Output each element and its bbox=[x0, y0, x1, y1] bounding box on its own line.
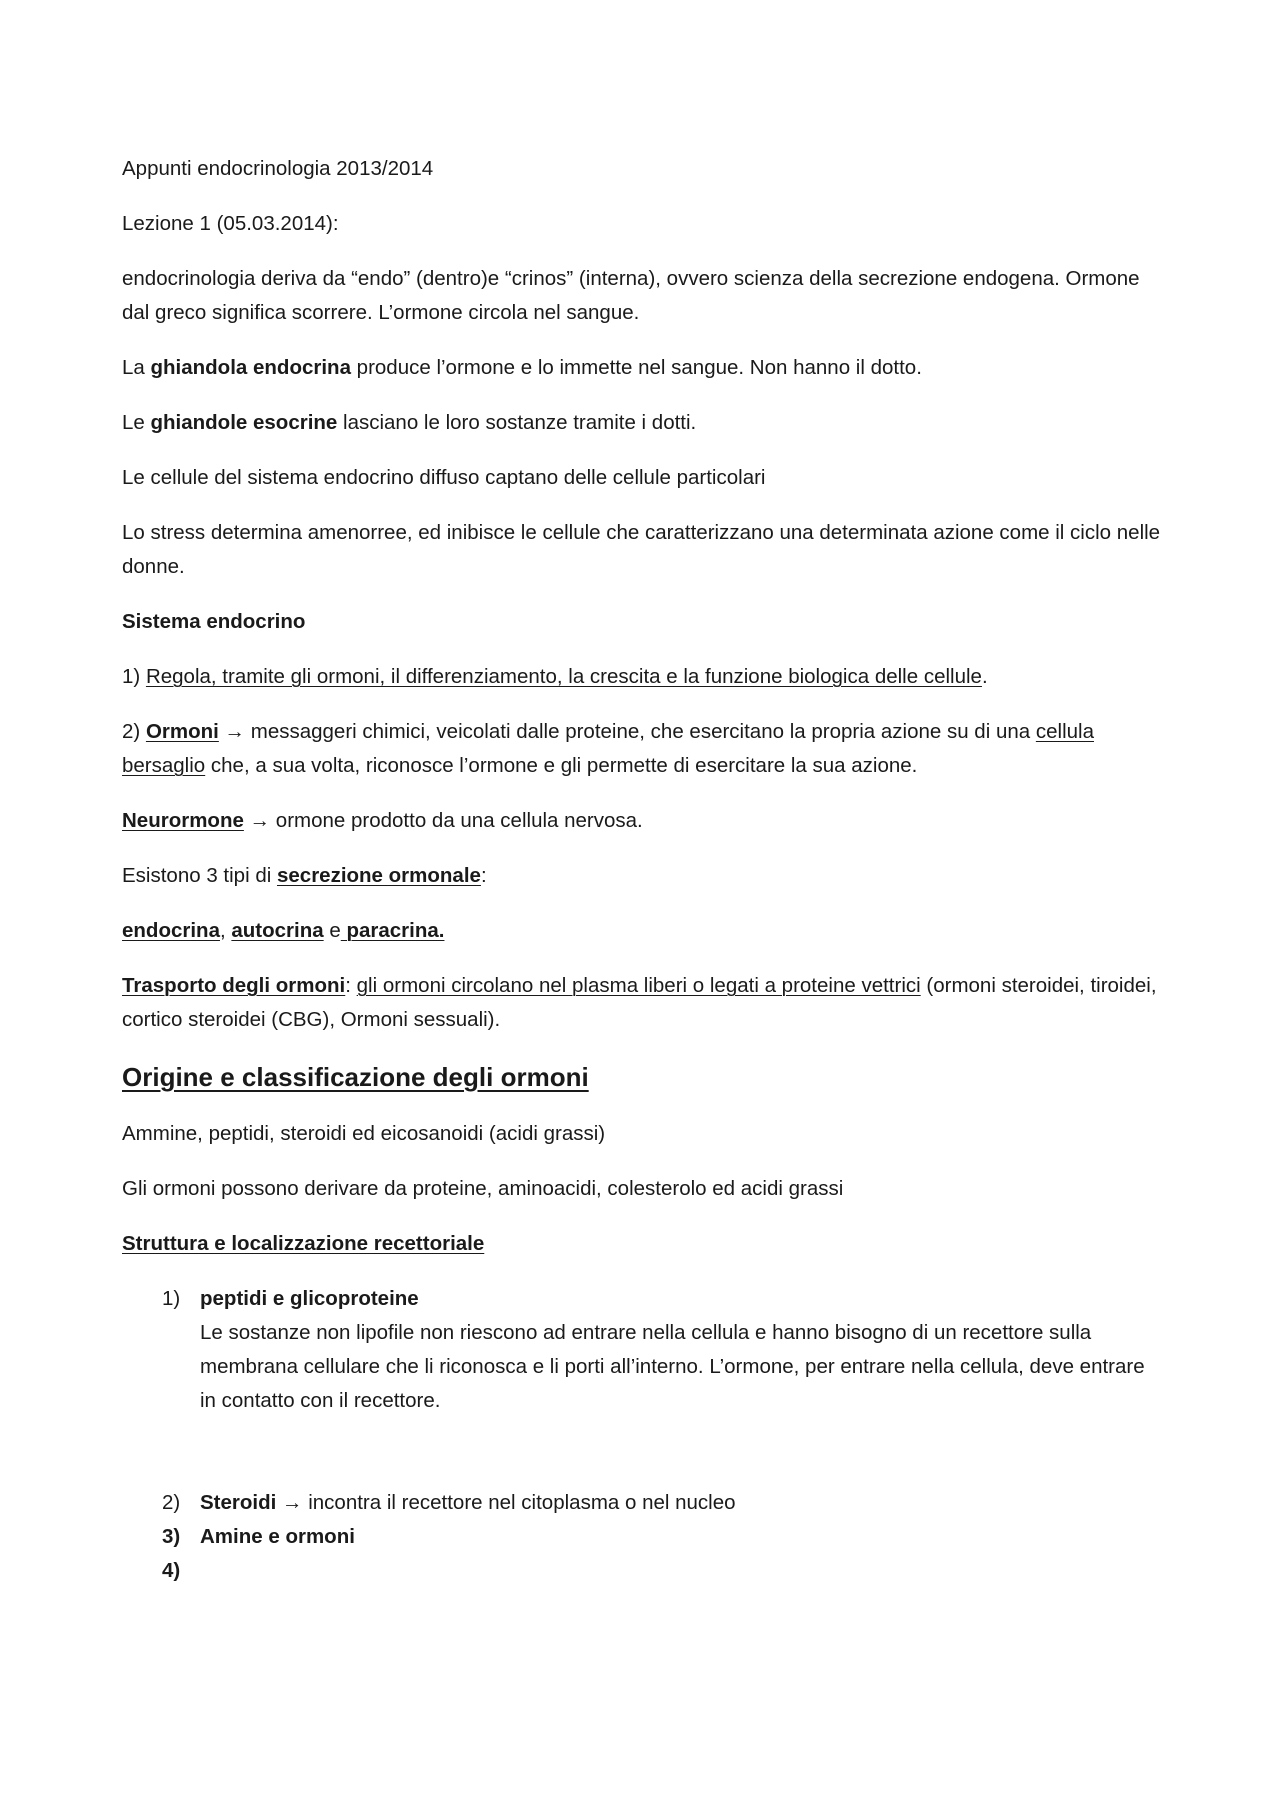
paragraph-exocrine-glands: Le ghiandole esocrine lasciano le loro sostanze tramite i dotti. bbox=[122, 411, 697, 434]
item-regulation: 1) Regola, tramite gli ormoni, il differenziamento, la crescita e la funzione biologica delle cellule. bbox=[122, 665, 988, 688]
section-title-receptor-structure: Struttura e localizzazione recettoriale bbox=[122, 1232, 485, 1255]
receptor-list bbox=[122, 1282, 1162, 1588]
paragraph-neurohormone: Neurormone → ormone prodotto da una cellula nervosa. bbox=[122, 809, 643, 832]
lesson-heading: Lezione 1 (05.03.2014): bbox=[122, 212, 339, 235]
list-item: 2) Steroidi → incontra il recettore nel citoplasma o nel nucleo bbox=[162, 1491, 736, 1514]
paragraph-diffuse-system: Le cellule del sistema endocrino diffuso captano delle cellule particolari bbox=[122, 466, 766, 489]
arrow-icon: → bbox=[249, 809, 271, 832]
list-item-spacer bbox=[122, 1418, 1162, 1486]
paragraph-secretion-types: Esistono 3 tipi di secrezione ormonale: bbox=[122, 864, 487, 887]
document-title: Appunti endocrinologia 2013/2014 bbox=[122, 157, 434, 180]
list-item: 1) peptidi e glicoproteine Le sostanze non lipofile non riescono ad entrare nella cellula e hanno bisogno di un recettore sulla membrana cellulare che li riconosca e li porti all’interno. L’ormone, per entrare nella cellula, deve entrare in contatto con il recettore. bbox=[162, 1287, 1145, 1412]
paragraph-endocrine-gland: La ghiandola endocrina produce l’ormone e lo immette nel sangue. Non hanno il dotto. bbox=[122, 356, 922, 379]
list-item: 3) Amine e ormoni bbox=[162, 1525, 355, 1548]
paragraph-hormone-derivation: Gli ormoni possono derivare da proteine, aminoacidi, colesterolo ed acidi grassi bbox=[122, 1177, 844, 1200]
paragraph-hormone-classes: Ammine, peptidi, steroidi ed eicosanoidi (acidi grassi) bbox=[122, 1122, 606, 1145]
item-hormones: 2) Ormoni → messaggeri chimici, veicolati dalle proteine, che esercitano la propria azione su di una cellula bersaglio che, a sua volta, riconosce l’ormone e gli permette di esercitare la sua azione. bbox=[122, 720, 1094, 777]
list-item: 4) bbox=[162, 1559, 181, 1582]
document-body bbox=[122, 152, 1162, 1588]
paragraph-intro: endocrinologia deriva da “endo” (dentro)e “crinos” (interna), ovvero scienza della secrezione endogena. Ormone dal greco significa scorrere. L’ormone circola nel sangue. bbox=[122, 267, 1140, 324]
paragraph-transport: Trasporto degli ormoni: gli ormoni circolano nel plasma liberi o legati a proteine vettrici (ormoni steroidei, tiroidei, cortico steroidei (CBG), Ormoni sessuali). bbox=[122, 974, 1157, 1031]
arrow-icon: → bbox=[282, 1491, 303, 1514]
paragraph-stress: Lo stress determina amenorree, ed inibisce le cellule che caratterizzano una determinata azione come il ciclo nelle donne. bbox=[122, 521, 1161, 578]
secretion-types-list: endocrina, autocrina e paracrina. bbox=[122, 919, 445, 942]
section-title-endocrine-system: Sistema endocrino bbox=[122, 610, 306, 633]
heading-origin-classification: Origine e classificazione degli ormoni bbox=[122, 1062, 589, 1092]
arrow-icon: → bbox=[224, 720, 246, 743]
